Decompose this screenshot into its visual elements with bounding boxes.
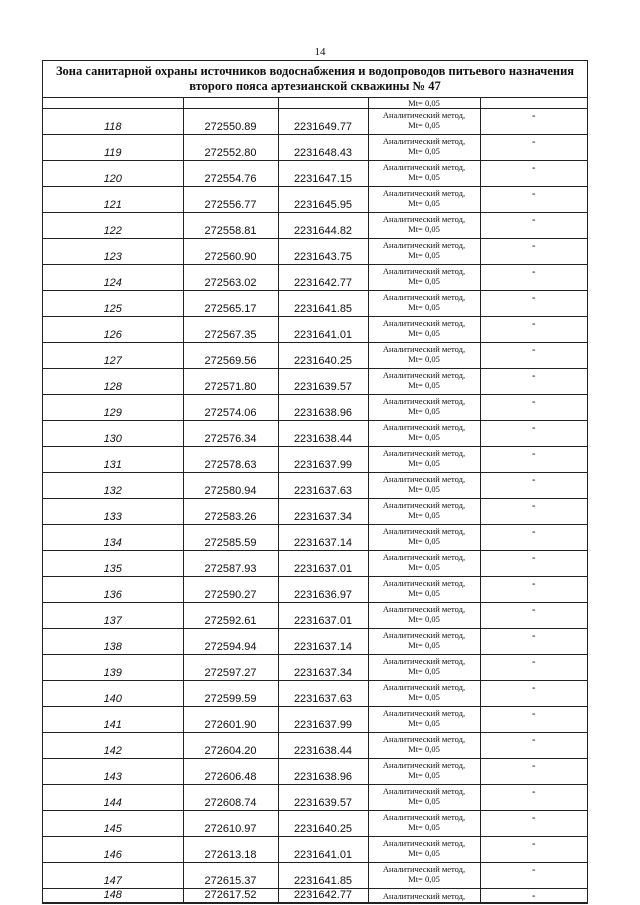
note-cell: - <box>480 759 587 785</box>
method-label: Аналитический метод, <box>382 266 466 276</box>
point-number-cell: 144 <box>43 785 183 811</box>
point-number-cell: 147 <box>43 863 183 889</box>
method-cell <box>368 317 480 343</box>
note-cell: - <box>480 239 587 265</box>
x-coordinate-cell: 272569.56 <box>183 343 278 369</box>
table-title <box>43 61 587 98</box>
method-cell <box>368 525 480 551</box>
note-cell: - <box>480 889 587 903</box>
coordinates-sheet <box>42 60 588 904</box>
table-row <box>43 369 587 395</box>
note-cell: - <box>480 603 587 629</box>
note-cell: - <box>480 369 587 395</box>
method-cell <box>368 291 480 317</box>
page-number: 14 <box>314 46 326 58</box>
point-number-cell: 148 <box>43 889 183 903</box>
method-cell <box>368 837 480 863</box>
title-line-1: Зона санитарной охраны источников водоснабжения и водопроводов питьевого назначения <box>55 64 575 78</box>
note-cell: - <box>480 837 587 863</box>
table-row <box>43 317 587 343</box>
method-cell <box>368 109 480 135</box>
x-coordinate-cell <box>183 98 278 109</box>
point-number-cell: 135 <box>43 551 183 577</box>
x-coordinate-cell: 272580.94 <box>183 473 278 499</box>
accuracy-label: Mt= 0,05 <box>408 146 440 156</box>
table-row <box>43 98 587 109</box>
accuracy-label: Mt= 0,05 <box>408 276 440 286</box>
method-cell <box>368 187 480 213</box>
method-label: Аналитический метод, <box>382 812 466 822</box>
x-coordinate-cell: 272578.63 <box>183 447 278 473</box>
y-coordinate-cell: 2231637.63 <box>278 681 368 707</box>
y-coordinate-cell: 2231647.15 <box>278 161 368 187</box>
note-cell: - <box>480 681 587 707</box>
accuracy-label: Mt= 0,05 <box>408 510 440 520</box>
y-coordinate-cell: 2231638.96 <box>278 395 368 421</box>
table-row <box>43 213 587 239</box>
point-number-cell: 138 <box>43 629 183 655</box>
accuracy-label: Mt= 0,05 <box>408 666 440 676</box>
point-number-cell: 118 <box>43 109 183 135</box>
method-cell <box>368 395 480 421</box>
y-coordinate-cell: 2231642.77 <box>278 889 368 903</box>
accuracy-label: Mt= 0,05 <box>408 718 440 728</box>
accuracy-label: Mt= 0,05 <box>408 484 440 494</box>
table-row <box>43 603 587 629</box>
accuracy-label: Mt= 0,05 <box>408 250 440 260</box>
x-coordinate-cell: 272610.97 <box>183 811 278 837</box>
x-coordinate-cell: 272606.48 <box>183 759 278 785</box>
y-coordinate-cell: 2231637.34 <box>278 655 368 681</box>
x-coordinate-cell: 272608.74 <box>183 785 278 811</box>
y-coordinate-cell: 2231640.25 <box>278 343 368 369</box>
point-number-cell: 132 <box>43 473 183 499</box>
method-label: Аналитический метод, <box>382 786 466 796</box>
accuracy-label: Mt= 0,05 <box>408 744 440 754</box>
note-cell: - <box>480 395 587 421</box>
table-row <box>43 837 587 863</box>
note-cell: - <box>480 473 587 499</box>
y-coordinate-cell <box>278 98 368 109</box>
accuracy-label: Mt= 0,05 <box>408 302 440 312</box>
method-label: Аналитический метод, <box>382 604 466 614</box>
point-number-cell: 129 <box>43 395 183 421</box>
method-label: Аналитический метод, <box>382 838 466 848</box>
note-cell: - <box>480 135 587 161</box>
point-number-cell: 124 <box>43 265 183 291</box>
y-coordinate-cell: 2231641.85 <box>278 863 368 889</box>
method-cell <box>368 473 480 499</box>
table-row <box>43 525 587 551</box>
method-label: Аналитический метод, <box>382 214 466 224</box>
accuracy-label: Mt= 0,05 <box>408 536 440 546</box>
x-coordinate-cell: 272615.37 <box>183 863 278 889</box>
method-cell <box>368 785 480 811</box>
method-cell <box>368 499 480 525</box>
method-label: Аналитический метод, <box>382 240 466 250</box>
method-label: Аналитический метод, <box>382 708 466 718</box>
x-coordinate-cell: 272552.80 <box>183 135 278 161</box>
table-row <box>43 343 587 369</box>
coordinates-table <box>43 98 587 903</box>
table-row <box>43 473 587 499</box>
y-coordinate-cell: 2231648.43 <box>278 135 368 161</box>
note-cell: - <box>480 551 587 577</box>
x-coordinate-cell: 272599.59 <box>183 681 278 707</box>
table-row <box>43 187 587 213</box>
y-coordinate-cell: 2231644.82 <box>278 213 368 239</box>
note-cell: - <box>480 499 587 525</box>
y-coordinate-cell: 2231640.25 <box>278 811 368 837</box>
note-cell: - <box>480 421 587 447</box>
x-coordinate-cell: 272590.27 <box>183 577 278 603</box>
accuracy-label: Mt= 0,05 <box>408 822 440 832</box>
table-row <box>43 681 587 707</box>
note-cell: - <box>480 785 587 811</box>
accuracy-label: Mt= 0,05 <box>408 770 440 780</box>
table-row <box>43 239 587 265</box>
method-label: Аналитический метод, <box>382 318 466 328</box>
point-number-cell: 141 <box>43 707 183 733</box>
method-label: Аналитический метод, <box>382 422 466 432</box>
method-label: Аналитический метод, <box>382 474 466 484</box>
method-cell <box>368 603 480 629</box>
y-coordinate-cell: 2231641.85 <box>278 291 368 317</box>
method-label: Аналитический метод, <box>382 656 466 666</box>
y-coordinate-cell: 2231636.97 <box>278 577 368 603</box>
table-row <box>43 265 587 291</box>
y-coordinate-cell: 2231639.57 <box>278 369 368 395</box>
method-cell <box>368 98 480 109</box>
accuracy-label: Mt= 0,05 <box>408 692 440 702</box>
x-coordinate-cell: 272585.59 <box>183 525 278 551</box>
method-cell <box>368 421 480 447</box>
note-cell: - <box>480 343 587 369</box>
method-cell <box>368 161 480 187</box>
note-cell: - <box>480 863 587 889</box>
table-row <box>43 759 587 785</box>
y-coordinate-cell: 2231642.77 <box>278 265 368 291</box>
table-row <box>43 161 587 187</box>
title-line-2: второго пояса артезианской скважины № 47 <box>189 79 441 93</box>
point-number-cell: 127 <box>43 343 183 369</box>
accuracy-label: Mt= 0,05 <box>408 614 440 624</box>
y-coordinate-cell: 2231637.34 <box>278 499 368 525</box>
method-label: Аналитический метод, <box>382 162 466 172</box>
method-cell <box>368 577 480 603</box>
method-label: Аналитический метод, <box>382 344 466 354</box>
accuracy-label: Mt= 0,05 <box>408 406 440 416</box>
x-coordinate-cell: 272550.89 <box>183 109 278 135</box>
note-cell: - <box>480 525 587 551</box>
point-number-cell: 142 <box>43 733 183 759</box>
note-cell <box>480 98 587 109</box>
accuracy-label: Mt= 0,05 <box>408 198 440 208</box>
accuracy-label: Mt= 0,05 <box>408 172 440 182</box>
accuracy-label: Mt= 0,05 <box>408 796 440 806</box>
accuracy-label: Mt= 0,05 <box>408 120 440 130</box>
point-number-cell: 136 <box>43 577 183 603</box>
point-number-cell: 125 <box>43 291 183 317</box>
method-cell <box>368 889 480 903</box>
note-cell: - <box>480 577 587 603</box>
table-row <box>43 447 587 473</box>
point-number-cell: 133 <box>43 499 183 525</box>
method-cell <box>368 759 480 785</box>
point-number-cell: 140 <box>43 681 183 707</box>
y-coordinate-cell: 2231639.57 <box>278 785 368 811</box>
method-label: Аналитический метод, <box>382 396 466 406</box>
table-row <box>43 135 587 161</box>
x-coordinate-cell: 272574.06 <box>183 395 278 421</box>
method-label: Аналитический метод, <box>382 110 466 120</box>
note-cell: - <box>480 213 587 239</box>
method-label: Аналитический метод, <box>382 526 466 536</box>
x-coordinate-cell: 272587.93 <box>183 551 278 577</box>
y-coordinate-cell: 2231637.63 <box>278 473 368 499</box>
x-coordinate-cell: 272594.94 <box>183 629 278 655</box>
y-coordinate-cell: 2231638.96 <box>278 759 368 785</box>
note-cell: - <box>480 733 587 759</box>
note-cell: - <box>480 655 587 681</box>
note-cell: - <box>480 317 587 343</box>
note-cell: - <box>480 161 587 187</box>
method-cell <box>368 629 480 655</box>
y-coordinate-cell: 2231637.99 <box>278 447 368 473</box>
point-number-cell: 120 <box>43 161 183 187</box>
y-coordinate-cell: 2231637.99 <box>278 707 368 733</box>
accuracy-label: Mt= 0,05 <box>408 354 440 364</box>
accuracy-label: Mt= 0,05 <box>408 640 440 650</box>
note-cell: - <box>480 265 587 291</box>
point-number-cell <box>43 98 183 109</box>
y-coordinate-cell: 2231649.77 <box>278 109 368 135</box>
y-coordinate-cell: 2231638.44 <box>278 733 368 759</box>
table-row <box>43 707 587 733</box>
coordinates-table-body <box>43 98 587 903</box>
method-cell <box>368 265 480 291</box>
point-number-cell: 119 <box>43 135 183 161</box>
point-number-cell: 130 <box>43 421 183 447</box>
point-number-cell: 143 <box>43 759 183 785</box>
x-coordinate-cell: 272604.20 <box>183 733 278 759</box>
point-number-cell: 122 <box>43 213 183 239</box>
table-row <box>43 863 587 889</box>
table-row <box>43 109 587 135</box>
accuracy-label: Mt= 0,05 <box>408 458 440 468</box>
x-coordinate-cell: 272583.26 <box>183 499 278 525</box>
accuracy-label: Mt= 0,05 <box>408 562 440 572</box>
method-label: Аналитический метод, <box>382 734 466 744</box>
method-cell <box>368 733 480 759</box>
note-cell: - <box>480 187 587 213</box>
table-row <box>43 785 587 811</box>
method-label: Аналитический метод, <box>382 630 466 640</box>
y-coordinate-cell: 2231637.01 <box>278 603 368 629</box>
table-row <box>43 733 587 759</box>
x-coordinate-cell: 272571.80 <box>183 369 278 395</box>
table-row <box>43 395 587 421</box>
method-cell <box>368 213 480 239</box>
table-row <box>43 655 587 681</box>
method-cell <box>368 369 480 395</box>
y-coordinate-cell: 2231637.14 <box>278 629 368 655</box>
note-cell: - <box>480 629 587 655</box>
table-row <box>43 291 587 317</box>
method-cell <box>368 239 480 265</box>
method-label: Аналитический метод, <box>382 370 466 380</box>
method-cell <box>368 135 480 161</box>
point-number-cell: 146 <box>43 837 183 863</box>
x-coordinate-cell: 272592.61 <box>183 603 278 629</box>
x-coordinate-cell: 272601.90 <box>183 707 278 733</box>
note-cell: - <box>480 109 587 135</box>
y-coordinate-cell: 2231641.01 <box>278 837 368 863</box>
table-row <box>43 629 587 655</box>
table-row <box>43 499 587 525</box>
accuracy-label: Mt= 0,05 <box>408 874 440 884</box>
y-coordinate-cell: 2231638.44 <box>278 421 368 447</box>
method-label: Аналитический метод, <box>382 578 466 588</box>
accuracy-label: Mt= 0,05 <box>408 98 440 108</box>
x-coordinate-cell: 272554.76 <box>183 161 278 187</box>
x-coordinate-cell: 272560.90 <box>183 239 278 265</box>
method-label: Аналитический метод, <box>382 500 466 510</box>
accuracy-label: Mt= 0,05 <box>408 848 440 858</box>
x-coordinate-cell: 272556.77 <box>183 187 278 213</box>
note-cell: - <box>480 447 587 473</box>
accuracy-label: Mt= 0,05 <box>408 432 440 442</box>
point-number-cell: 123 <box>43 239 183 265</box>
method-label: Аналитический метод, <box>382 890 466 901</box>
x-coordinate-cell: 272613.18 <box>183 837 278 863</box>
table-row <box>43 551 587 577</box>
x-coordinate-cell: 272565.17 <box>183 291 278 317</box>
point-number-cell: 131 <box>43 447 183 473</box>
x-coordinate-cell: 272597.27 <box>183 655 278 681</box>
method-label: Аналитический метод, <box>382 292 466 302</box>
y-coordinate-cell: 2231637.14 <box>278 525 368 551</box>
y-coordinate-cell: 2231643.75 <box>278 239 368 265</box>
table-row <box>43 421 587 447</box>
method-cell <box>368 447 480 473</box>
method-cell <box>368 551 480 577</box>
accuracy-label: Mt= 0,05 <box>408 224 440 234</box>
point-number-cell: 121 <box>43 187 183 213</box>
point-number-cell: 137 <box>43 603 183 629</box>
y-coordinate-cell: 2231637.01 <box>278 551 368 577</box>
method-label: Аналитический метод, <box>382 136 466 146</box>
method-cell <box>368 681 480 707</box>
accuracy-label: Mt= 0,05 <box>408 588 440 598</box>
y-coordinate-cell: 2231645.95 <box>278 187 368 213</box>
method-cell <box>368 343 480 369</box>
point-number-cell: 128 <box>43 369 183 395</box>
note-cell: - <box>480 811 587 837</box>
accuracy-label: Mt= 0,05 <box>408 328 440 338</box>
x-coordinate-cell: 272567.35 <box>183 317 278 343</box>
method-cell <box>368 811 480 837</box>
method-label: Аналитический метод, <box>382 864 466 874</box>
table-row <box>43 811 587 837</box>
point-number-cell: 139 <box>43 655 183 681</box>
point-number-cell: 126 <box>43 317 183 343</box>
x-coordinate-cell: 272563.02 <box>183 265 278 291</box>
method-cell <box>368 655 480 681</box>
method-label: Аналитический метод, <box>382 552 466 562</box>
x-coordinate-cell: 272558.81 <box>183 213 278 239</box>
method-label: Аналитический метод, <box>382 448 466 458</box>
point-number-cell: 134 <box>43 525 183 551</box>
y-coordinate-cell: 2231641.01 <box>278 317 368 343</box>
method-label: Аналитический метод, <box>382 188 466 198</box>
method-cell <box>368 707 480 733</box>
x-coordinate-cell: 272617.52 <box>183 889 278 903</box>
method-label: Аналитический метод, <box>382 682 466 692</box>
note-cell: - <box>480 291 587 317</box>
note-cell: - <box>480 707 587 733</box>
x-coordinate-cell: 272576.34 <box>183 421 278 447</box>
table-row <box>43 889 587 903</box>
point-number-cell: 145 <box>43 811 183 837</box>
method-label: Аналитический метод, <box>382 760 466 770</box>
method-cell <box>368 863 480 889</box>
accuracy-label: Mt= 0,05 <box>408 380 440 390</box>
table-row <box>43 577 587 603</box>
